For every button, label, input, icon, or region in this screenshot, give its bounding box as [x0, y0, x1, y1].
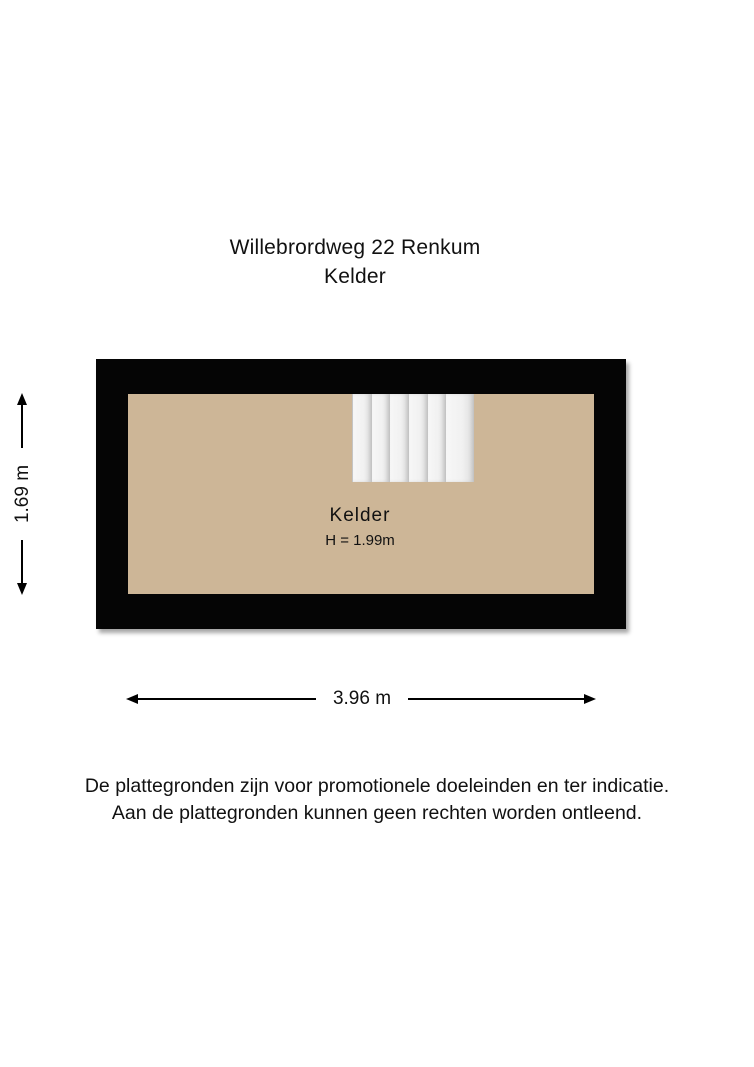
depth-dimension-label: 1.69 m — [12, 448, 36, 540]
stair-step — [372, 394, 391, 482]
stair-landing — [446, 394, 474, 482]
stair-step — [352, 394, 372, 482]
room-height-label: H = 1.99m — [325, 532, 395, 549]
arrow-up-icon — [17, 393, 27, 405]
disclaimer-line-1: De plattegronden zijn voor promotionele doeleinden en ter indicatie. — [84, 775, 670, 797]
floorplan-address-title: Willebrordweg 22 Renkum — [229, 236, 481, 259]
disclaimer-line-2: Aan de plattegronden kunnen geen rechten worden ontleend. — [111, 802, 643, 824]
depth-dimension-line-top — [21, 398, 23, 450]
stair-step — [428, 394, 447, 482]
floorplan-level-title: Kelder — [324, 265, 386, 288]
arrow-right-icon — [584, 694, 596, 704]
room-label: Kelder — [329, 505, 391, 526]
arrow-left-icon — [126, 694, 138, 704]
arrow-down-icon — [17, 583, 27, 595]
width-dimension-line-left — [130, 698, 316, 700]
width-dimension-label: 3.96 m — [316, 688, 408, 710]
stair-step — [390, 394, 409, 482]
stair-step — [409, 394, 428, 482]
width-dimension-line-right — [408, 698, 588, 700]
staircase — [352, 394, 474, 482]
